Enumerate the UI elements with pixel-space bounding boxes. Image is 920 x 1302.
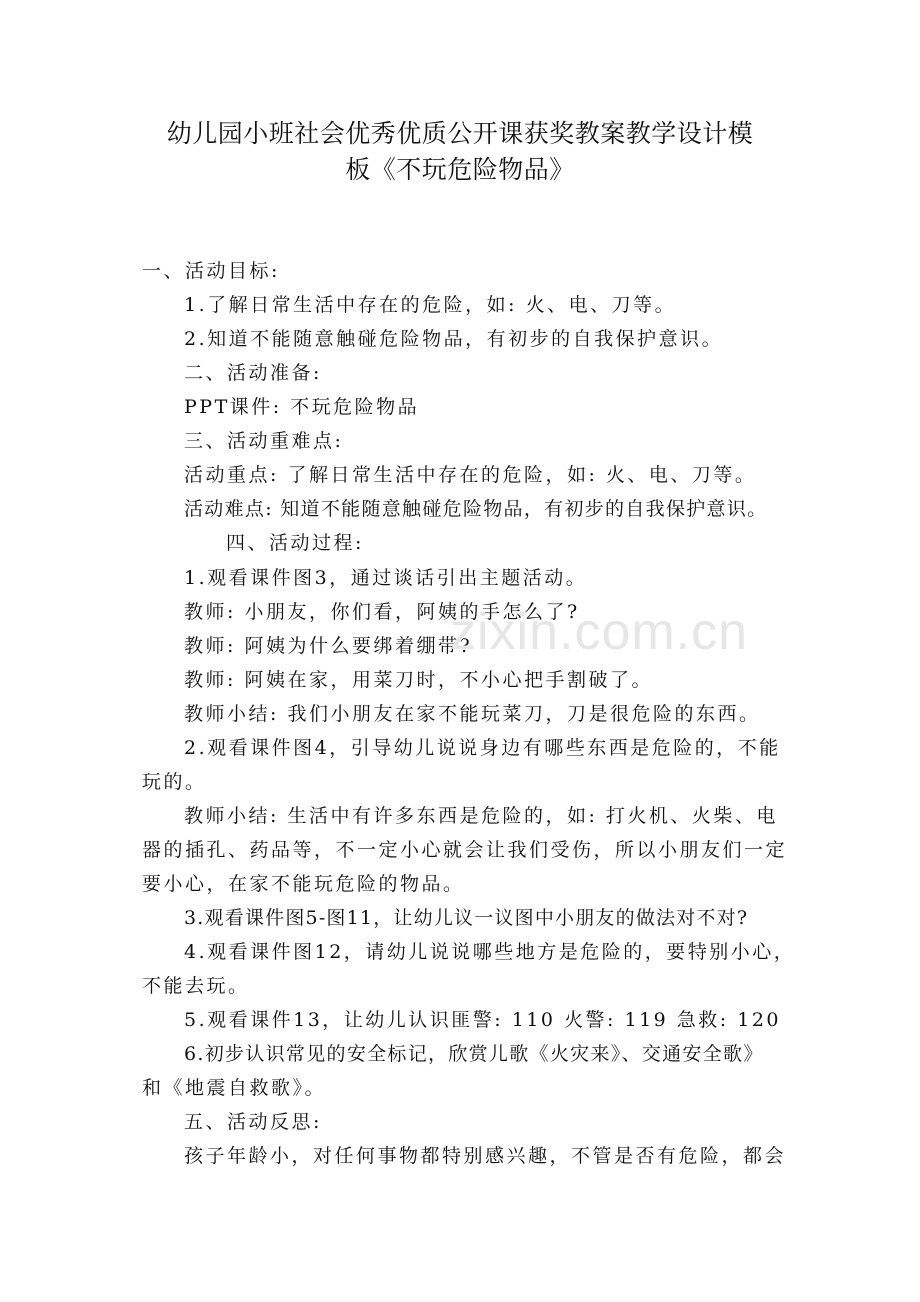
heading-key-points: 三、活动重难点: xyxy=(184,430,344,452)
heading-reflection: 五、活动反思: xyxy=(184,1111,322,1133)
process-step-2-cont: 玩的。 xyxy=(142,771,207,793)
document-title-line-2: 板《不玩危险物品》 xyxy=(345,155,575,184)
preparation-item: PPT课件: 不玩危险物品 xyxy=(184,396,420,418)
document-title-line-1: 幼儿园小班社会优秀优质公开课获奖教案教学设计模 xyxy=(166,119,754,148)
process-step-4-cont: 不能去玩。 xyxy=(142,975,250,997)
teacher-summary-1: 教师小结: 我们小朋友在家不能玩菜刀，刀是很危险的东西。 xyxy=(184,703,761,725)
teacher-line: 教师: 小朋友，你们看，阿姨的手怎么了? xyxy=(184,601,580,623)
difficult-point: 活动难点: 知道不能随意触碰危险物品，有初步的自我保护意识。 xyxy=(184,498,768,520)
heading-process: 四、活动过程: xyxy=(226,532,364,554)
objective-1: 1.了解日常生活中存在的危险，如: 火、电、刀等。 xyxy=(184,294,677,316)
watermark: zixin.com.cn xyxy=(450,603,749,661)
process-step-4: 4.观看课件图12，请幼儿说说哪些地方是危险的，要特别小心， xyxy=(184,941,796,963)
teacher-summary-2-cont: 器的插孔、药品等，不一定小心就会让我们受伤，所以小朋友们一定 xyxy=(142,839,788,861)
process-step-5: 5.观看课件13，让幼儿认识匪警: 110 火警: 119 急救: 120 xyxy=(184,1009,782,1031)
heading-objectives: 一、活动目标: xyxy=(142,260,280,282)
teacher-summary-2-end: 要小心，在家不能玩危险的物品。 xyxy=(142,873,465,895)
teacher-line: 教师: 阿姨在家，用菜刀时，不小心把手割破了。 xyxy=(184,669,653,691)
key-point: 活动重点: 了解日常生活中存在的危险，如: 火、电、刀等。 xyxy=(184,464,757,486)
process-step-6-cont: 和《地震自救歌》。 xyxy=(142,1077,327,1099)
teacher-summary-2: 教师小结: 生活中有许多东西是危险的，如: 打火机、火柴、电 xyxy=(184,805,778,827)
heading-preparation: 二、活动准备: xyxy=(184,362,322,384)
objective-2: 2.知道不能随意触碰危险物品，有初步的自我保护意识。 xyxy=(184,328,724,350)
process-step-2: 2.观看课件图4，引导幼儿说说身边有哪些东西是危险的，不能 xyxy=(184,737,781,759)
teacher-line: 教师: 阿姨为什么要绑着绷带? xyxy=(184,635,473,657)
process-step-1: 1.观看课件图3，通过谈话引出主题活动。 xyxy=(184,567,588,589)
reflection-text: 孩子年龄小，对任何事物都特别感兴趣，不管是否有危险，都会 xyxy=(184,1145,787,1167)
process-step-6: 6.初步认识常见的安全标记，欣赏儿歌《火灾来》、交通安全歌》 xyxy=(184,1043,764,1065)
process-step-3: 3.观看课件图5-图11，让幼儿议一议图中小朋友的做法对不对? xyxy=(184,907,749,929)
